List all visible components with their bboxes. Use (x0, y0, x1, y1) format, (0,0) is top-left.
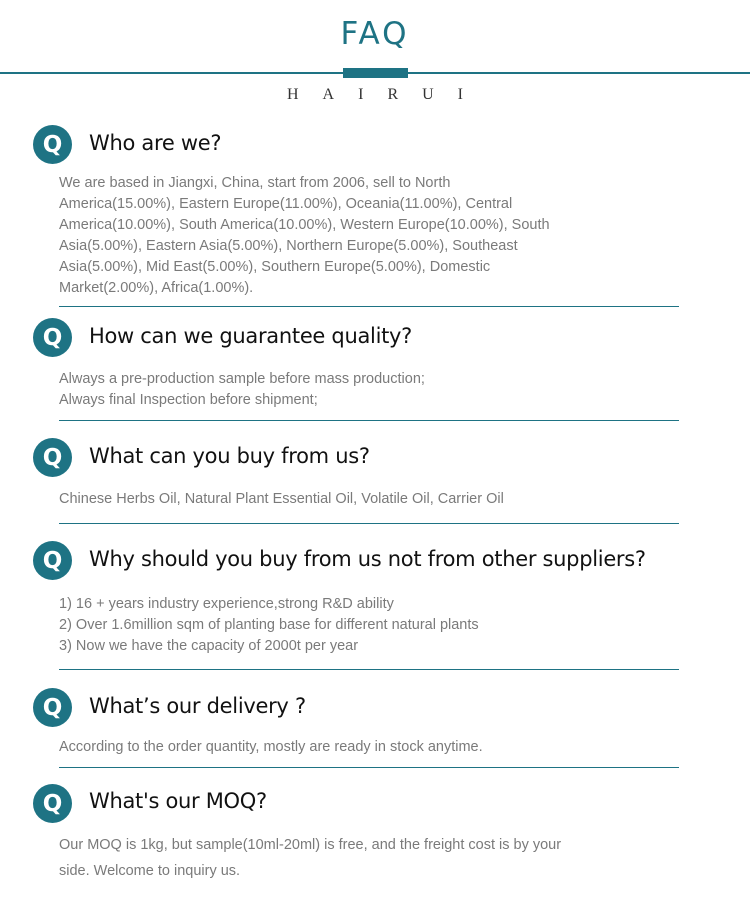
answer-line: Chinese Herbs Oil, Natural Plant Essential Oil, Volatile Oil, Carrier Oil (59, 491, 504, 507)
brand-name: HAIRUI (287, 86, 487, 103)
question-icon: Q (33, 688, 72, 727)
question-icon: Q (33, 541, 72, 580)
faq-question: Who are we? (89, 131, 222, 155)
answer-line: Always final Inspection before shipment; (59, 392, 318, 408)
answer-line: 1) 16 + years industry experience,strong R&D ability (59, 596, 394, 612)
answer-line: 3) Now we have the capacity of 2000t per year (59, 638, 359, 654)
faq-answer (59, 832, 599, 884)
header-accent-bar (343, 68, 408, 78)
answer-line: According to the order quantity, mostly are ready in stock anytime. (59, 739, 483, 755)
answer-line: America(10.00%), South America(10.00%), Western Europe(10.00%), South (59, 217, 550, 233)
answer-line: Asia(5.00%), Mid East(5.00%), Southern Europe(5.00%), Domestic (59, 259, 491, 275)
faq-answer (59, 737, 599, 758)
question-icon: Q (33, 438, 72, 477)
faq-divider (59, 523, 679, 524)
answer-line: Asia(5.00%), Eastern Asia(5.00%), Northern Europe(5.00%), Southeast (59, 238, 518, 254)
question-icon: Q (33, 318, 72, 357)
answer-line: America(15.00%), Eastern Europe(11.00%), Oceania(11.00%), Central (59, 196, 513, 212)
answer-line: side. Welcome to inquiry us. (59, 863, 241, 879)
faq-answer (59, 489, 599, 510)
question-icon: Q (33, 125, 72, 164)
faq-divider (59, 306, 679, 307)
page-title: FAQ (340, 16, 410, 52)
faq-answer (59, 173, 599, 299)
answer-line: Market(2.00%), Africa(1.00%). (59, 280, 254, 296)
faq-question: What's our MOQ? (89, 789, 267, 813)
answer-line: Our MOQ is 1kg, but sample(10ml-20ml) is free, and the freight cost is by your (59, 837, 562, 853)
faq-question: What’s our delivery ? (89, 694, 306, 718)
faq-question: What can you buy from us? (89, 444, 370, 468)
answer-line: We are based in Jiangxi, China, start from 2006, sell to North (59, 175, 451, 191)
faq-question: Why should you buy from us not from other suppliers? (89, 547, 646, 571)
faq-divider (59, 420, 679, 421)
faq-answer (59, 369, 599, 411)
answer-line: Always a pre-production sample before mass production; (59, 371, 425, 387)
faq-divider (59, 767, 679, 768)
answer-line: 2) Over 1.6million sqm of planting base for different natural plants (59, 617, 479, 633)
faq-divider (59, 669, 679, 670)
question-icon: Q (33, 784, 72, 823)
faq-answer (59, 594, 599, 657)
faq-question: How can we guarantee quality? (89, 324, 413, 348)
